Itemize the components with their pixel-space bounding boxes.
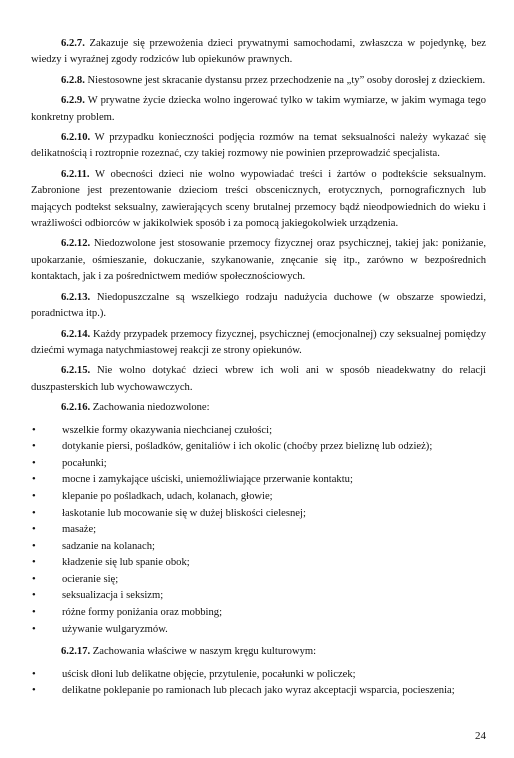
paragraph-6-2-9: [31, 93, 486, 126]
bullet-icon: •: [32, 685, 36, 697]
paragraph-6-2-10: [31, 130, 486, 163]
paragraph-text: Zakazuje się przewożenia dzieci prywatnymi samochodami, zwłaszcza w pojedynkę, bez wiedzy i wyraźnej zgody rodziców lub opiekunów prawnych.: [31, 38, 486, 66]
bullet-icon: •: [32, 424, 36, 436]
list-item-text: łaskotanie lub mocowanie się w dużej bliskości cielesnej;: [62, 507, 306, 519]
bullet-icon: •: [32, 590, 36, 602]
list-item-text: ocieranie się;: [62, 573, 119, 585]
paragraph-6-2-11: [31, 167, 486, 233]
bullet-icon: •: [32, 607, 36, 619]
paragraph-text: W obecności dzieci nie wolno wypowiadać treści i żartów o podtekście seksualnym. Zabronione jest prezentowanie dzieciom treści obscenicznych, erotycznych, pornograficznych lub mających podtekst seksualny, zawierających sceny brutalnej przemocy bądź nieodpowiednich do wieku i wrażliwości odbiorców w jakikolwiek sposób i za pomocą jakiegokolwiek urządzenia.: [31, 168, 486, 230]
list-item-text: seksualizacja i seksizm;: [62, 590, 164, 602]
paragraph-6-2-7: [31, 36, 486, 69]
paragraph-6-2-15: [31, 363, 486, 396]
paragraph-number: 6.2.9.: [61, 95, 85, 107]
paragraph-text: Niedozwolone jest stosowanie przemocy fizycznej oraz psychicznej, takiej jak: poniżanie, upokarzanie, ośmieszanie, dokuczanie, szykanowanie, znęcanie się itp., zarówno w bezpośrednich kontaktach, jak i za pośrednictwem mediów społecznościowych.: [31, 238, 486, 283]
paragraph-number: 6.2.10.: [61, 132, 91, 144]
list-item: [31, 539, 486, 556]
bullet-icon: •: [32, 573, 36, 585]
paragraph-number: 6.2.7.: [61, 38, 85, 49]
list-item-text: kładzenie się lub spanie obok;: [62, 557, 190, 569]
paragraph-number: 6.2.16.: [61, 402, 91, 414]
list-item-text: masaże;: [62, 524, 97, 536]
bullet-icon: •: [32, 524, 36, 536]
list-item-text: wszelkie formy okazywania niechcianej czułości;: [62, 424, 273, 436]
list-item: [31, 683, 486, 700]
list-item: [31, 489, 486, 506]
bullet-icon: •: [32, 507, 36, 519]
list-item: [31, 622, 486, 639]
paragraph-6-2-8: [31, 73, 486, 89]
list-item-text: dotykanie piersi, pośladków, genitaliów i ich okolic (choćby przez bieliznę lub odzież);: [62, 441, 433, 453]
list-item: [31, 423, 486, 440]
paragraph-number: 6.2.13.: [61, 291, 91, 303]
list-item-text: sadzanie na kolanach;: [62, 540, 155, 552]
paragraph-number: 6.2.15.: [61, 365, 91, 377]
paragraph-text: Niedopuszczalne są wszelkiego rodzaju nadużycia duchowe (w obszarze spowiedzi, poradnictwa itp.).: [31, 291, 486, 320]
paragraph-6-2-13: [31, 290, 486, 323]
list-item-text: używanie wulgaryzmów.: [62, 623, 168, 635]
paragraph-text: W przypadku konieczności podjęcia rozmów na temat seksualności należy wykazać się delikatnością i roztropnie rozeznać, czy takiej rozmowy nie powinien przeprowadzić specjalista.: [31, 132, 486, 160]
paragraph-text: W prywatne życie dziecka wolno ingerować tylko w takim wymiarze, w jakim wymaga tego konkretny problem.: [31, 95, 486, 123]
bullet-icon: •: [32, 557, 36, 569]
bullet-icon: •: [32, 540, 36, 552]
paragraph-text: Każdy przypadek przemocy fizycznej, psychicznej (emocjonalnej) czy seksualnej pomiędzy dziećmi wymaga natychmiastowej reakcji ze strony opiekunów.: [31, 328, 486, 356]
bullet-icon: •: [32, 623, 36, 635]
list-item: [31, 456, 486, 473]
paragraph-number: 6.2.11.: [61, 168, 90, 180]
paragraph-number: 6.2.8.: [61, 74, 85, 86]
paragraph-number: 6.2.12.: [61, 238, 91, 250]
list-item: [31, 588, 486, 605]
list-item-text: klepanie po pośladkach, udach, kolanach, głowie;: [62, 490, 273, 502]
forbidden-behaviours-list: [31, 423, 486, 639]
list-item: [31, 506, 486, 523]
list-item-text: pocałunki;: [62, 457, 107, 469]
list-item-text: różne formy poniżania oraz mobbing;: [62, 607, 223, 619]
paragraph-text: Zachowania niedozwolone:: [90, 402, 210, 414]
list-item-text: uścisk dłoni lub delikatne objęcie, przytulenie, pocałunki w policzek;: [62, 668, 356, 680]
list-item-text: mocne i zamykające uściski, uniemożliwiające przerwanie kontaktu;: [62, 474, 353, 486]
list-item: [31, 667, 486, 684]
paragraph-6-2-16: [31, 400, 486, 416]
bullet-icon: •: [32, 457, 36, 469]
list-item: [31, 472, 486, 489]
list-item: [31, 572, 486, 589]
proper-behaviours-list: [31, 667, 486, 700]
list-item-text: delikatne poklepanie po ramionach lub plecach jako wyraz akceptacji wsparcia, pocieszenia;: [62, 685, 455, 697]
paragraph-number: 6.2.14.: [61, 328, 91, 340]
bullet-icon: •: [32, 668, 36, 680]
bullet-icon: •: [32, 441, 36, 453]
paragraphs-section-a: [31, 36, 486, 417]
paragraph-text: Niestosowne jest skracanie dystansu przez przechodzenie na „ty” osoby dorosłej z dzieckiem.: [84, 74, 486, 86]
bullet-icon: •: [32, 490, 36, 502]
list-item: [31, 439, 486, 456]
paragraph-6-2-14: [31, 327, 486, 360]
list-item: [31, 522, 486, 539]
paragraph-6-2-17: 6.2.17. Zachowania właściwe w naszym kręgu kulturowym:: [61, 646, 317, 658]
list-item: [31, 555, 486, 572]
paragraph-text: Nie wolno dotykać dzieci wbrew ich woli ani w sposób nieadekwatny do relacji duszpasterskich lub wychowawczych.: [31, 365, 486, 393]
list-item: [31, 605, 486, 622]
paragraph-6-2-12: [31, 236, 486, 285]
bullet-icon: •: [32, 474, 36, 486]
page-number: 24: [475, 730, 486, 742]
